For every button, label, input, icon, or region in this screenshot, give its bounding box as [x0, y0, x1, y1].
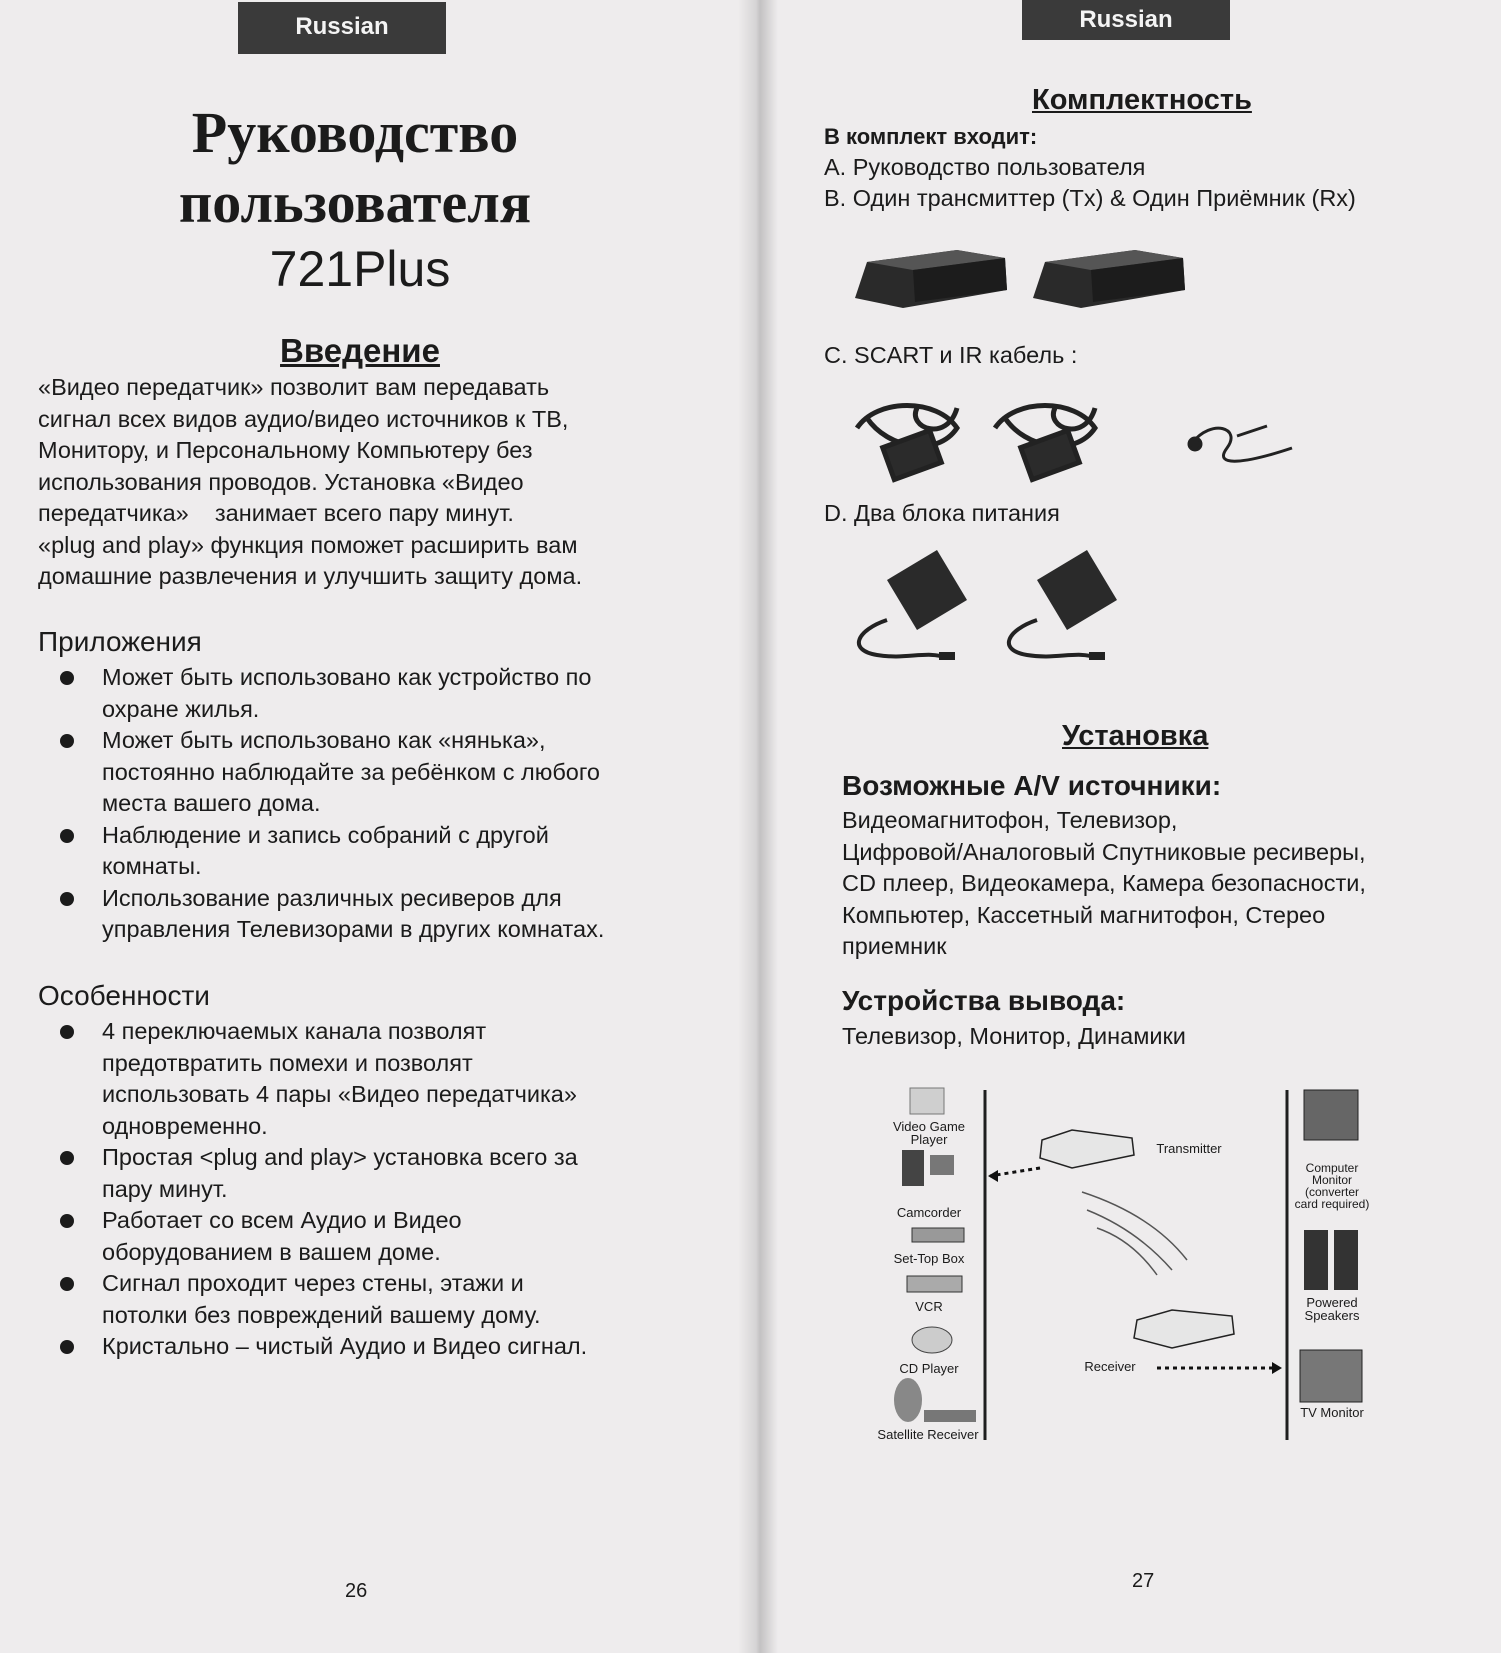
- receiver-icon: [1134, 1310, 1234, 1348]
- arrow-head-icon: [1272, 1362, 1282, 1374]
- video-game-icon: [910, 1088, 944, 1114]
- scart-cable-icon: [857, 406, 957, 480]
- list-item: Может быть использовано как устройство по охране жилья.: [40, 662, 720, 725]
- bullet-icon: [60, 1214, 74, 1228]
- list-item: Наблюдение и запись собраний с другой комнаты.: [40, 820, 720, 883]
- outputs-heading: Устройства вывода:: [842, 985, 1126, 1016]
- list-item: Может быть использовано как «нянька», постоянно наблюдайте за ребёнком с любого места вашего дома.: [40, 725, 720, 820]
- title-line-2: пользователя: [178, 170, 532, 235]
- connection-diagram: [872, 1080, 1392, 1450]
- install-heading: Установка: [1062, 720, 1209, 752]
- transmitter-icon: [1040, 1130, 1134, 1168]
- tx-rx-units-image: [847, 240, 1187, 320]
- power-adapter-icon: [859, 550, 967, 660]
- sources-line: приемник: [842, 933, 947, 959]
- ir-cable-icon: [1189, 426, 1292, 461]
- vcr-icon: [907, 1276, 962, 1292]
- sources-line: Компьютер, Кассетный магнитофон, Стерео: [842, 901, 1326, 928]
- intro-line: сигнал всех видов аудио/видео источников к ТВ,: [38, 405, 569, 432]
- outputs-text: Телевизор, Монитор, Динамики: [842, 1023, 1186, 1049]
- item-a: A. Руководство пользователя: [824, 154, 1146, 180]
- transmitter-label: Transmitter: [1156, 1141, 1222, 1156]
- applications-list: [40, 662, 720, 946]
- camcorder-icon: [902, 1150, 924, 1186]
- bullet-icon: [60, 1151, 74, 1165]
- receiver-unit-icon: [1033, 250, 1185, 308]
- includes-label: В комплект входит:: [824, 124, 1038, 149]
- receiver-label: Receiver: [1084, 1359, 1136, 1374]
- sources-heading: Возможные A/V источники:: [842, 770, 1222, 801]
- applications-heading: Приложения: [38, 626, 202, 657]
- computer-monitor-icon: [1304, 1090, 1358, 1140]
- satellite-receiver-label: Satellite Receiver: [877, 1427, 979, 1442]
- list-item: Простая <plug and play> установка всего за пару минут.: [40, 1142, 720, 1205]
- signal-wave: [1097, 1228, 1157, 1275]
- sources-line: Видеомагнитофон, Телевизор,: [842, 807, 1178, 833]
- sources-line: Цифровой/Аналоговый Спутниковые ресиверы,: [842, 838, 1366, 865]
- power-adapter-icon: [1009, 550, 1117, 660]
- intro-line: «Видео передатчик» позволит вам передавать: [38, 374, 550, 400]
- intro-paragraph: [38, 372, 718, 593]
- bullet-icon: [60, 892, 74, 906]
- page-number: 27: [1132, 1570, 1155, 1592]
- language-tab: Russian: [238, 2, 446, 54]
- satellite-dish-icon: [894, 1378, 922, 1422]
- video-game-label: Video Game Player: [892, 1119, 966, 1147]
- camcorder-tape-icon: [930, 1155, 954, 1175]
- bullet-icon: [60, 829, 74, 843]
- cd-player-icon: [912, 1327, 952, 1353]
- contents-heading: Комплектность: [1032, 84, 1252, 116]
- list-item: Кристально – чистый Аудио и Видео сигнал.: [40, 1331, 720, 1363]
- intro-line: Монитору, и Персональному Компьютеру без: [38, 437, 533, 463]
- features-heading: Особенности: [38, 980, 210, 1011]
- arrow-head-icon: [988, 1170, 998, 1182]
- power-adapters-image: [847, 540, 1147, 670]
- title-line-1: Руководство: [191, 100, 519, 165]
- satellite-receiver-icon: [924, 1410, 976, 1422]
- features-list: [40, 1016, 720, 1363]
- sources-list: [842, 805, 1492, 963]
- computer-monitor-label: Computer Monitor (converter card required): [1294, 1161, 1370, 1211]
- item-c: C. SCART и IR кабель :: [824, 342, 1078, 368]
- language-tab: Russian: [1022, 0, 1230, 40]
- intro-line: «plug and play» функция поможет расширить вам: [38, 531, 578, 558]
- right-page: [752, 0, 1501, 1653]
- speakers-label: Powered Speakers: [1304, 1295, 1360, 1323]
- bullet-icon: [60, 1025, 74, 1039]
- vcr-label: VCR: [915, 1299, 943, 1314]
- intro-line: передатчика» занимает всего пару минут.: [38, 500, 514, 526]
- page-number: 26: [345, 1580, 368, 1602]
- settop-box-icon: [912, 1228, 964, 1242]
- bullet-icon: [60, 734, 74, 748]
- signal-wave: [1087, 1210, 1172, 1270]
- tv-monitor-icon: [1300, 1350, 1362, 1402]
- transmitter-unit-icon: [855, 250, 1007, 308]
- item-b: B. Один трансмиттер (Tx) & Один Приёмник (Rx): [824, 185, 1356, 211]
- camcorder-label: Camcorder: [896, 1205, 962, 1220]
- tv-monitor-label: TV Monitor: [1300, 1405, 1364, 1420]
- speaker-icon: [1334, 1230, 1358, 1290]
- bullet-icon: [60, 1340, 74, 1354]
- intro-line: использования проводов. Установка «Видео: [38, 468, 524, 495]
- speaker-icon: [1304, 1230, 1328, 1290]
- bullet-icon: [60, 1277, 74, 1291]
- bullet-icon: [60, 671, 74, 685]
- list-item: Работает со всем Аудио и Видео оборудованием в вашем доме.: [40, 1205, 720, 1268]
- settop-box-label: Set-Top Box: [893, 1251, 965, 1266]
- intro-heading: Введение: [280, 332, 440, 369]
- scart-ir-cables-image: [847, 388, 1307, 488]
- item-d: D. Два блока питания: [824, 500, 1060, 526]
- book-gutter: [738, 0, 778, 1653]
- list-item: Использование различных ресиверов для управления Телевизорами в других комнатах.: [40, 883, 720, 946]
- cd-player-label: CD Player: [899, 1361, 959, 1376]
- list-item: 4 переключаемых канала позволят предотвратить помехи и позволят использовать 4 пары «Видео передатчика» одновременно.: [40, 1016, 720, 1142]
- model-name: 721Plus: [269, 241, 451, 297]
- intro-line: домашние развлечения и улучшить защиту дома.: [38, 563, 583, 589]
- list-item: Сигнал проходит через стены, этажи и потолки без повреждений вашему дому.: [40, 1268, 720, 1331]
- scart-cable-icon: [995, 406, 1095, 480]
- sources-line: CD плеер, Видеокамера, Камера безопасности,: [842, 870, 1366, 896]
